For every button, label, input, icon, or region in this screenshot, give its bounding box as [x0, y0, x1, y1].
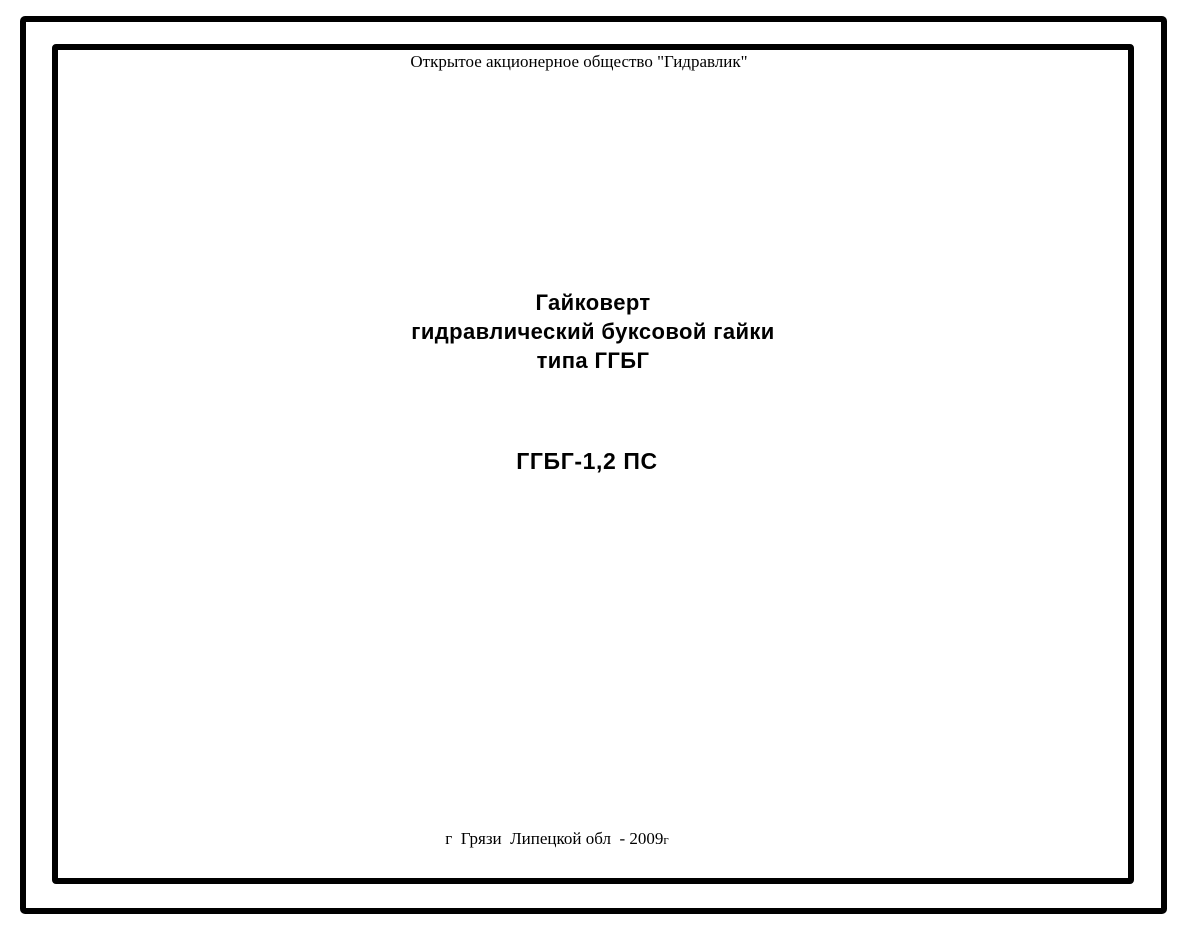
- model-designation: ГГБГ-1,2 ПС: [516, 448, 658, 474]
- document-title: [58, 288, 1128, 375]
- title-line-2: гидравлический буксовой гайки: [411, 319, 775, 344]
- title-line-3: типа ГГБГ: [536, 348, 650, 373]
- place-year-text: г Грязи Липецкой обл - 2009: [445, 829, 664, 848]
- place-year-line: [22, 828, 1092, 850]
- year-suffix: г: [663, 832, 669, 847]
- title-line-1: Гайковерт: [535, 290, 651, 315]
- company-name-header: Открытое акционерное общество "Гидравлик": [410, 52, 748, 71]
- inner-border-frame: [52, 44, 1134, 884]
